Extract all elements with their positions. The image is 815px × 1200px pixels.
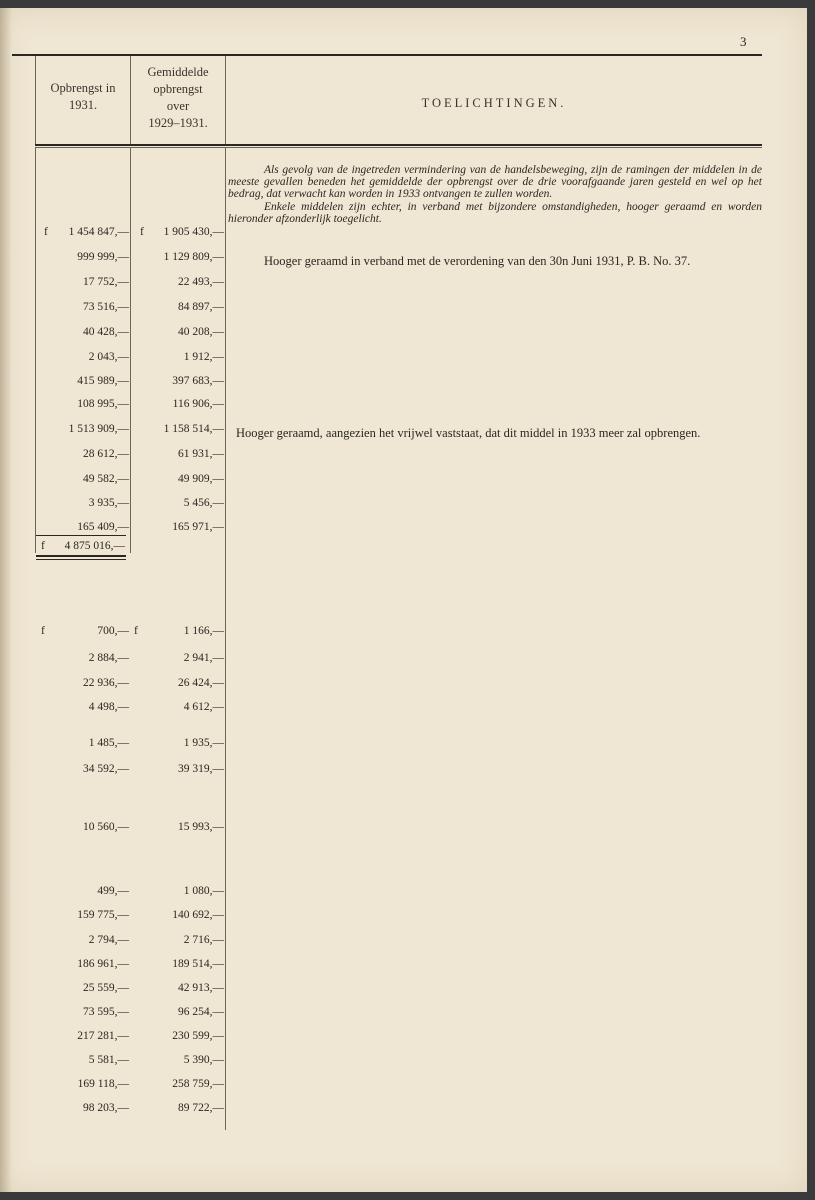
row-a10-gemiddelde: 61 931,— bbox=[178, 448, 224, 460]
row-b12-opbrengst-1931: 25 559,— bbox=[83, 982, 129, 994]
row-a2-opbrengst-1931: 999 999,— bbox=[77, 251, 129, 263]
row-b2-gemiddelde: 2 941,— bbox=[183, 652, 224, 664]
note-row-2: Hooger geraamd in verband met de verordening van den 30n Juni 1931, P. B. No. 37. bbox=[264, 254, 691, 268]
currency-mark: f bbox=[140, 226, 144, 238]
row-a7-gemiddelde: 397 683,— bbox=[172, 375, 224, 387]
row-a12-gemiddelde: 5 456,— bbox=[183, 497, 224, 509]
total-rule-bottom bbox=[36, 555, 126, 557]
col-line-left bbox=[35, 148, 36, 553]
row-b16-gemiddelde: 258 759,— bbox=[172, 1078, 224, 1090]
row-b16-opbrengst-1931: 169 118,— bbox=[77, 1078, 129, 1090]
header-col-1: Opbrengst in 1931. bbox=[50, 81, 116, 112]
row-b10-gemiddelde: 2 716,— bbox=[183, 934, 224, 946]
row-b14-gemiddelde: 230 599,— bbox=[172, 1030, 224, 1042]
row-b10-opbrengst-1931: 2 794,— bbox=[88, 934, 129, 946]
row-b13-gemiddelde: 96 254,— bbox=[178, 1006, 224, 1018]
row-a5-gemiddelde: 40 208,— bbox=[178, 326, 224, 338]
row-b5-gemiddelde: 1 935,— bbox=[183, 737, 224, 749]
row-a7-opbrengst-1931: 415 989,— bbox=[77, 375, 129, 387]
row-b14-opbrengst-1931: 217 281,— bbox=[77, 1030, 129, 1042]
row-b3-gemiddelde: 26 424,— bbox=[178, 677, 224, 689]
col-line-2 bbox=[225, 148, 226, 1130]
row-a13-gemiddelde: 165 971,— bbox=[172, 521, 224, 533]
row-a9-gemiddelde: 1 158 514,— bbox=[163, 423, 224, 435]
row-a6-opbrengst-1931: 2 043,— bbox=[88, 351, 129, 363]
row-b4-gemiddelde: 4 612,— bbox=[183, 701, 224, 713]
row-a5-opbrengst-1931: 40 428,— bbox=[83, 326, 129, 338]
row-a6-gemiddelde: 1 912,— bbox=[183, 351, 224, 363]
row-b7-gemiddelde: 15 993,— bbox=[178, 821, 224, 833]
intro-paragraph-2: Enkele middelen zijn echter, in verband met bijzondere omstandigheden, hooger geraamd en worden hieronder afzonderlijk toegelicht. bbox=[228, 200, 762, 225]
row-a1-opbrengst-1931: 1 454 847,— bbox=[68, 226, 129, 238]
row-b7-opbrengst-1931: 10 560,— bbox=[83, 821, 129, 833]
row-a12-opbrengst-1931: 3 935,— bbox=[88, 497, 129, 509]
total-opbrengst-1931: 4 875 016,— bbox=[64, 540, 125, 552]
intro-text bbox=[228, 164, 762, 225]
row-a2-gemiddelde: 1 129 809,— bbox=[163, 251, 224, 263]
row-b12-gemiddelde: 42 913,— bbox=[178, 982, 224, 994]
row-b5-opbrengst-1931: 1 485,— bbox=[88, 737, 129, 749]
total-rule-bottom-thin bbox=[36, 559, 126, 560]
intro-paragraph-1: Als gevolg van de ingetreden vermindering van de handelsbeweging, zijn de ramingen der middelen in de meeste gevallen beneden het gemiddelde der opbrengst over de drie voorafgaande jaren gesteld en wel op het bedrag, dat verwacht kan worden in 1933 ontvangen te zullen worden. bbox=[228, 164, 762, 201]
row-a3-opbrengst-1931: 17 752,— bbox=[83, 276, 129, 288]
total-rule-top bbox=[36, 535, 126, 536]
header-bottom-rule-thin bbox=[35, 147, 762, 148]
row-a4-gemiddelde: 84 897,— bbox=[178, 301, 224, 313]
row-b17-gemiddelde: 89 722,— bbox=[178, 1102, 224, 1114]
row-b3-opbrengst-1931: 22 936,— bbox=[83, 677, 129, 689]
row-b2-opbrengst-1931: 2 884,— bbox=[88, 652, 129, 664]
row-b13-opbrengst-1931: 73 595,— bbox=[83, 1006, 129, 1018]
row-b1-gemiddelde: 1 166,— bbox=[183, 625, 224, 637]
row-a8-opbrengst-1931: 108 995,— bbox=[77, 398, 129, 410]
row-a13-opbrengst-1931: 165 409,— bbox=[77, 521, 129, 533]
row-b8-gemiddelde: 1 080,— bbox=[183, 885, 224, 897]
row-a10-opbrengst-1931: 28 612,— bbox=[83, 448, 129, 460]
row-b15-gemiddelde: 5 390,— bbox=[183, 1054, 224, 1066]
row-a8-gemiddelde: 116 906,— bbox=[172, 398, 224, 410]
row-a4-opbrengst-1931: 73 516,— bbox=[83, 301, 129, 313]
document-page bbox=[0, 8, 807, 1192]
header-col-3: TOELICHTINGEN. bbox=[421, 96, 567, 110]
row-b4-opbrengst-1931: 4 498,— bbox=[88, 701, 129, 713]
header-top-rule bbox=[12, 54, 762, 56]
row-b9-gemiddelde: 140 692,— bbox=[172, 909, 224, 921]
row-a11-gemiddelde: 49 909,— bbox=[178, 473, 224, 485]
row-b15-opbrengst-1931: 5 581,— bbox=[88, 1054, 129, 1066]
row-a3-gemiddelde: 22 493,— bbox=[178, 276, 224, 288]
binding-shadow bbox=[0, 8, 12, 1192]
page-number: 3 bbox=[740, 34, 747, 49]
currency-mark: f bbox=[44, 226, 48, 238]
currency-mark: f bbox=[41, 540, 45, 552]
row-b17-opbrengst-1931: 98 203,— bbox=[83, 1102, 129, 1114]
row-b6-opbrengst-1931: 34 592,— bbox=[83, 763, 129, 775]
currency-mark: f bbox=[134, 625, 138, 637]
row-a9-opbrengst-1931: 1 513 909,— bbox=[68, 423, 129, 435]
row-b11-opbrengst-1931: 186 961,— bbox=[77, 958, 129, 970]
header-bottom-rule bbox=[35, 144, 762, 146]
row-b9-opbrengst-1931: 159 775,— bbox=[77, 909, 129, 921]
row-b8-opbrengst-1931: 499,— bbox=[97, 885, 129, 897]
note-row-9: Hooger geraamd, aangezien het vrijwel vaststaat, dat dit middel in 1933 meer zal opbrengen. bbox=[236, 426, 701, 440]
col-line-1 bbox=[130, 148, 131, 553]
row-a11-opbrengst-1931: 49 582,— bbox=[83, 473, 129, 485]
row-b1-opbrengst-1931: 700,— bbox=[97, 625, 129, 637]
row-a1-gemiddelde: 1 905 430,— bbox=[163, 226, 224, 238]
row-b6-gemiddelde: 39 319,— bbox=[178, 763, 224, 775]
row-b11-gemiddelde: 189 514,— bbox=[172, 958, 224, 970]
header-col-2: Gemiddelde opbrengst over 1929–1931. bbox=[147, 65, 209, 130]
currency-mark: f bbox=[41, 625, 45, 637]
